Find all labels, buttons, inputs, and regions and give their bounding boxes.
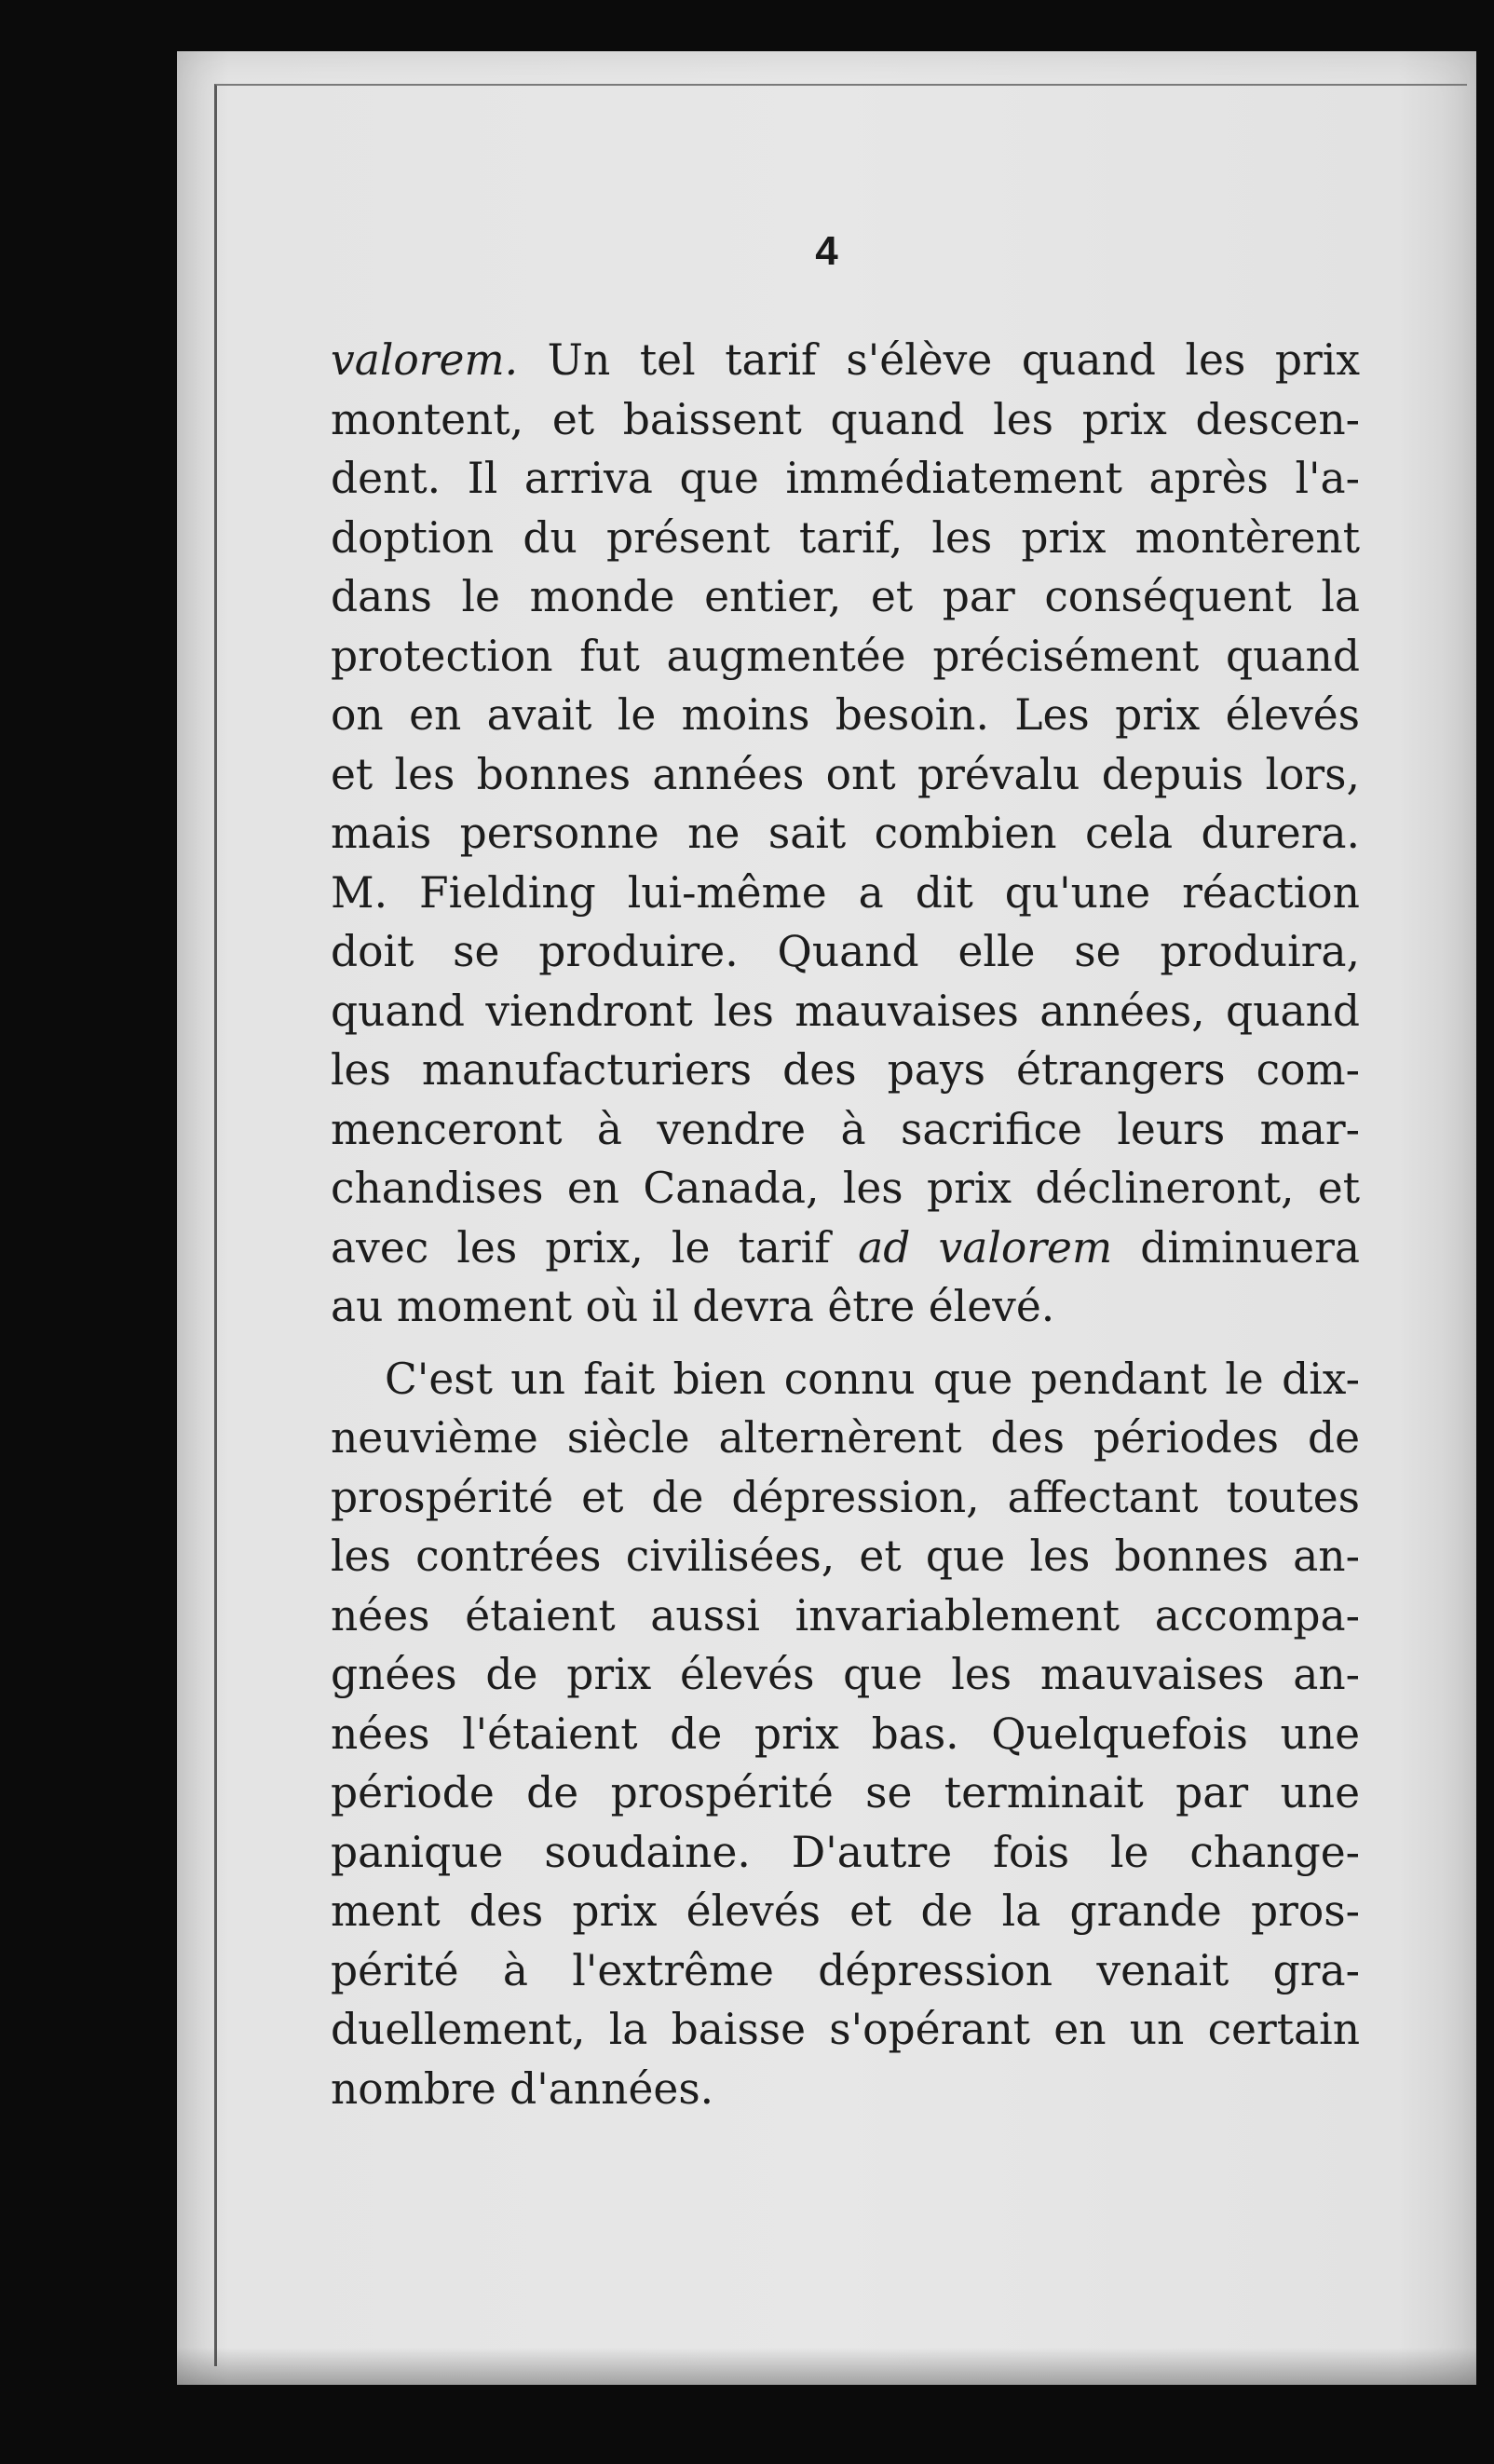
text-line xyxy=(331,1218,1360,1278)
text-line: on en avait le moins besoin. Les prix élevés xyxy=(331,690,1360,740)
text-line: montent, et baissent quand les prix descen- xyxy=(331,394,1360,444)
text-fragment: diminuera xyxy=(1112,1222,1360,1273)
text-line: chandises en Canada, les prix déclineront, et xyxy=(331,1164,1360,1213)
page-number: 4 xyxy=(815,228,838,274)
text-line: M. Fielding lui-même a dit qu'une réaction xyxy=(331,867,1360,918)
text-line: les manufacturiers des pays étrangers com- xyxy=(331,1045,1360,1095)
text-fragment: Un tel tarif s'élève quand les prix xyxy=(518,335,1360,385)
text-line: nombre d'années. xyxy=(331,2063,714,2114)
text-line: duellement, la baisse s'opérant en un certain xyxy=(331,2005,1360,2054)
paragraph-1 xyxy=(331,331,1360,1337)
text-line: mais personne ne sait combien cela durera. xyxy=(331,809,1360,858)
text-line: quand viendront les mauvaises années, quand xyxy=(331,986,1360,1036)
text-fragment: avec les prix, le tarif xyxy=(331,1222,859,1273)
italic-word: valorem. xyxy=(331,335,519,385)
text-line: neuvième siècle alternèrent des périodes de xyxy=(331,1413,1360,1463)
paragraph-2 xyxy=(331,1350,1360,2119)
text-line: menceront à vendre à sacrifice leurs mar- xyxy=(331,1104,1360,1154)
text-line: au moment où il devra être élevé. xyxy=(331,1282,1055,1331)
text-line: nées étaient aussi invariablement accompa- xyxy=(331,1590,1360,1640)
italic-phrase: ad valorem xyxy=(858,1222,1113,1273)
text-line: C'est un fait bien connu que pendant le dix- xyxy=(385,1354,1360,1404)
book-page xyxy=(177,51,1476,2385)
page-bottom-shadow xyxy=(177,2348,1476,2385)
text-line: prospérité et de dépression, affectant toutes xyxy=(331,1472,1360,1522)
text-line: les contrées civilisées, et que les bonnes an- xyxy=(331,1531,1360,1581)
text-line: doit se produire. Quand elle se produira, xyxy=(331,927,1360,976)
text-line: panique soudaine. D'autre fois le change- xyxy=(331,1827,1360,1877)
text-line: protection fut augmentée précisément quand xyxy=(331,631,1360,681)
text-line: dent. Il arriva que immédiatement après l'a- xyxy=(331,454,1360,503)
text-line: nées l'étaient de prix bas. Quelquefois une xyxy=(331,1708,1360,1759)
text-line: dans le monde entier, et par conséquent la xyxy=(331,572,1360,621)
text-line: gnées de prix élevés que les mauvaises an- xyxy=(331,1650,1360,1699)
body-text xyxy=(331,331,1360,2118)
text-line: doption du présent tarif, les prix montèrent xyxy=(331,512,1360,563)
text-line: période de prospérité se terminait par une xyxy=(331,1768,1360,1817)
text-line: et les bonnes années ont prévalu depuis lors, xyxy=(331,749,1360,799)
text-line: ment des prix élevés et de la grande pros- xyxy=(331,1886,1360,1936)
text-line xyxy=(331,331,1360,390)
text-line: périté à l'extrême dépression venait gra- xyxy=(331,1945,1360,1995)
